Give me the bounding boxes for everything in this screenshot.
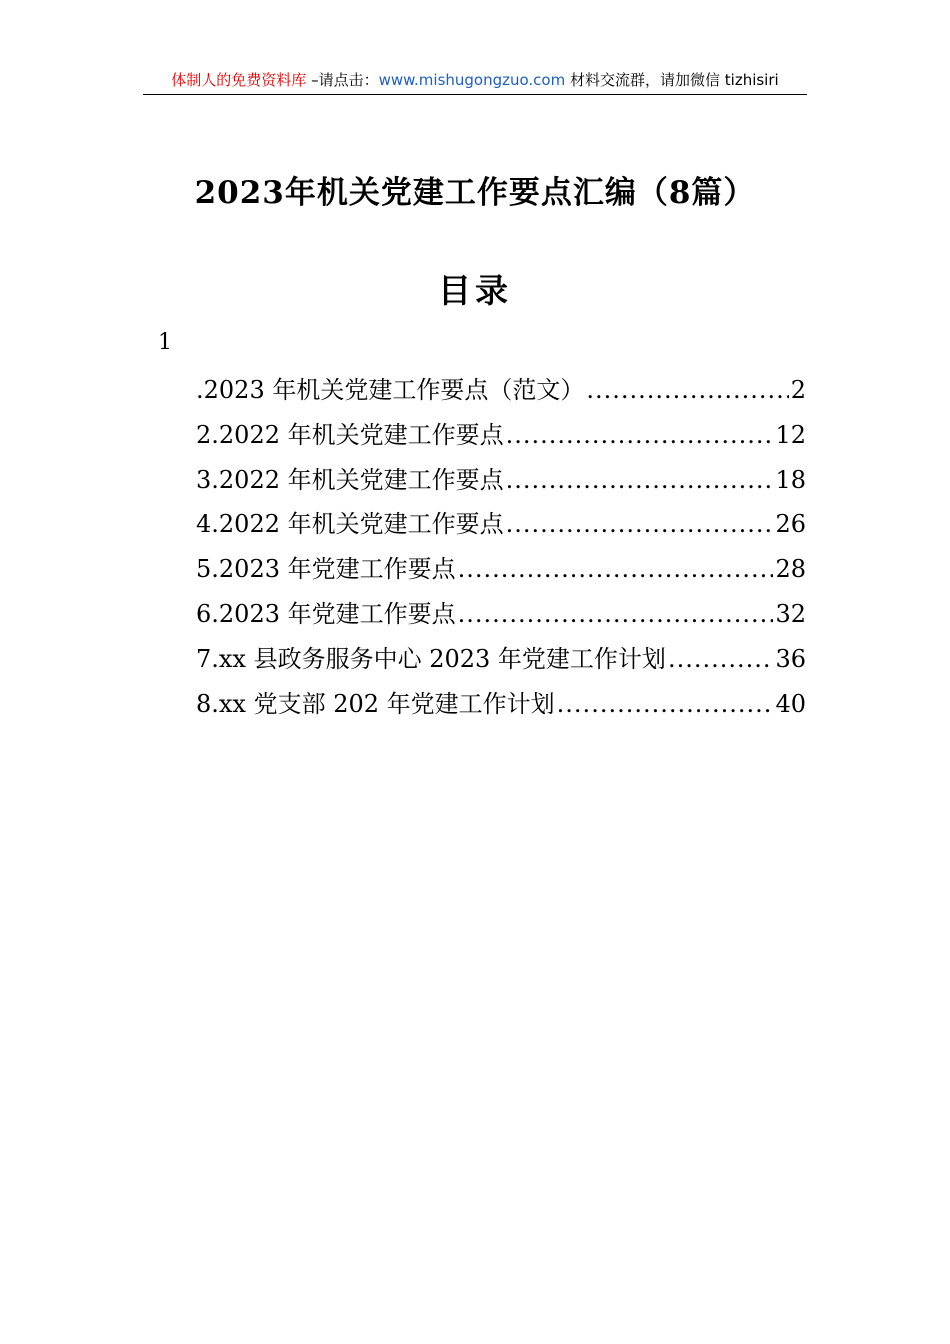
toc-entry[interactable] xyxy=(196,637,806,682)
toc-dot-leader xyxy=(668,637,774,682)
toc-dot-leader xyxy=(506,502,774,547)
header-prompt: –请点击： xyxy=(306,71,379,89)
toc-dot-leader xyxy=(458,547,774,592)
toc-entry-label: 4.2022 年机关党建工作要点 xyxy=(196,510,504,539)
toc-entry-page: 28 xyxy=(775,555,806,584)
toc-entry-page: 36 xyxy=(775,644,806,673)
toc-entry-label: 8.xx 党支部 202 年党建工作计划 xyxy=(196,689,555,718)
toc-entry[interactable] xyxy=(196,458,806,503)
toc-entry[interactable] xyxy=(196,592,806,637)
toc-dot-leader xyxy=(586,368,788,413)
toc-dot-leader xyxy=(506,458,774,503)
toc-entry-page: 18 xyxy=(775,465,806,494)
toc-heading: 目录 xyxy=(438,271,512,310)
toc-dot-leader xyxy=(506,413,774,458)
toc-entry-page: 2 xyxy=(790,376,806,404)
list-marker: 1 xyxy=(158,330,172,355)
header-link[interactable]: www.mishugongzuo.com xyxy=(378,71,566,89)
toc-entry-label: 3.2022 年机关党建工作要点 xyxy=(196,465,504,494)
toc-entry-page: 40 xyxy=(775,689,806,718)
toc-entry[interactable] xyxy=(196,413,806,458)
toc-entry[interactable] xyxy=(196,502,806,547)
toc-entry-label: 5.2023 年党建工作要点 xyxy=(196,555,456,584)
document-title: 2023年机关党建工作要点汇编（8篇） xyxy=(194,175,756,211)
toc-entry[interactable] xyxy=(196,682,806,727)
toc-entry-label: 2.2022 年机关党建工作要点 xyxy=(196,420,504,449)
toc-dot-leader xyxy=(458,592,774,637)
toc-entry-page: 26 xyxy=(775,510,806,539)
toc-entry-label: .2023 年机关党建工作要点（范文） xyxy=(196,376,585,404)
toc-entry[interactable] xyxy=(196,368,806,413)
page-header xyxy=(143,66,807,95)
toc-entry-label: 7.xx 县政务服务中心 2023 年党建工作计划 xyxy=(196,644,666,673)
toc-entry-page: 12 xyxy=(775,420,806,449)
table-of-contents xyxy=(196,368,806,726)
header-brand: 体制人的免费资料库 xyxy=(171,71,307,89)
header-contact: 材料交流群，请加微信 tizhisiri xyxy=(565,71,779,89)
toc-entry-page: 32 xyxy=(775,599,806,628)
toc-entry-label: 6.2023 年党建工作要点 xyxy=(196,599,456,628)
toc-entry[interactable] xyxy=(196,547,806,592)
toc-dot-leader xyxy=(557,682,774,727)
